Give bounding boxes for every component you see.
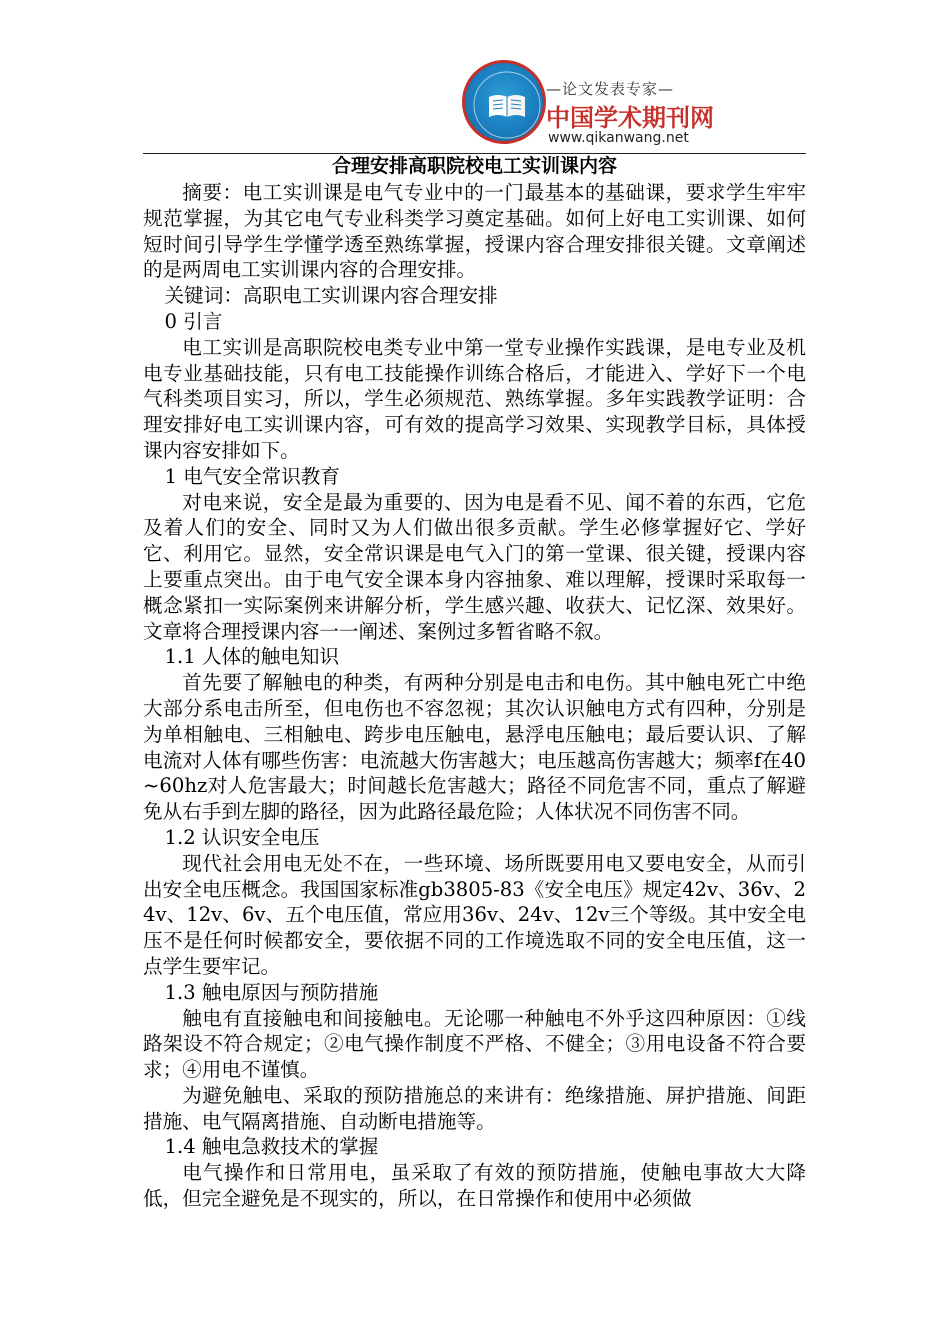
section-heading-1-1: 1.1 人体的触电知识: [164, 645, 340, 669]
logo-tagline: —论文发表专家—: [546, 80, 675, 98]
logo-emblem: [462, 60, 546, 144]
logo-name: 中国学术期刊网: [546, 104, 714, 132]
section-heading-1-3: 1.3 触电原因与预防措施: [164, 980, 379, 1004]
section-1-1-paragraph-1: 首先要了解触电的种类，有两种分别是电击和电伤。其中触电死亡中绝大部分系电击所至，但电伤也不容忽视；其次认识触电方式有四种，分别是为单相触电、三相触电、跨步电压触电，悬浮电压触电；最后要认识、了解电流对人体有哪些伤害：电流越大伤害越大；电压越高伤害越大；频率f在40~60hz对人危害最大；时间越长危害越大；路径不同危害不同，重点了解避免从右手到左脚的路径，因为此路径最危险；人体状况不同伤害不同。: [143, 671, 806, 824]
abstract-paragraph: 摘要：电工实训课是电气专业中的一门最基本的基础课，要求学生牢牢规范掌握，为其它电气专业科类学习奠定基础。如何上好电工实训课、如何短时间引导学生学懂学透至熟练掌握，授课内容合理安排很关键。文章阐述的是两周电工实训课内容的合理安排。: [143, 181, 806, 282]
section-1-3-paragraph-1: 触电有直接触电和间接触电。无论哪一种触电不外乎这四种原因：①线路架设不符合规定；②电气操作制度不严格、不健全；③用电设备不符合要求；④用电不谨慎。: [143, 1006, 806, 1082]
open-book-icon: [487, 91, 527, 119]
page-header: [0, 0, 950, 150]
section-1-paragraph-1: 对电来说，安全是最为重要的、因为电是看不见、闻不着的东西，它危及着人们的安全、同时又为人们做出很多贡献。学生必修掌握好它、学好它、利用它。显然，安全常识课是电气入门的第一堂课、很关键，授课内容上要重点突出。由于电气安全课本身内容抽象、难以理解，授课时采取每一概念紧扣一实际案例来讲解分析，学生感兴趣、收获大、记忆深、效果好。文章将合理授课内容一一阐述、案例过多暂省略不叙。: [143, 490, 806, 643]
keywords-line: 关键词：高职电工实训课内容合理安排: [164, 284, 498, 308]
section-heading-0: 0 引言: [164, 309, 223, 333]
section-0-paragraph-1: 电工实训是高职院校电类专业中第一堂专业操作实践课，是电专业及机电专业基础技能，只有电工技能操作训练合格后，才能进入、学好下一个电气科类项目实习，所以，学生必须规范、熟练掌握。多年实践教学证明：合理安排好电工实训课内容，可有效的提高学习效果、实现教学目标，具体授课内容安排如下。: [143, 335, 806, 462]
article-body: [143, 152, 806, 1212]
section-1-3-paragraph-2: 为避免触电、采取的预防措施总的来讲有：绝缘措施、屏护措施、间距措施、电气隔离措施、自动断电措施等。: [143, 1083, 806, 1133]
section-1-4-paragraph-1: 电气操作和日常用电，虽采取了有效的预防措施，使触电事故大大降低，但完全避免是不现实的，所以，在日常操作和使用中必须做: [143, 1161, 806, 1211]
article-title: 合理安排高职院校电工实训课内容: [331, 155, 617, 177]
section-heading-1-4: 1.4 触电急救技术的掌握: [164, 1135, 379, 1159]
section-heading-1: 1 电气安全常识教育: [164, 464, 340, 488]
section-heading-1-2: 1.2 认识安全电压: [164, 825, 320, 849]
section-1-2-paragraph-1: 现代社会用电无处不在，一些环境、场所既要用电又要电安全，从而引出安全电压概念。我国国家标准gb3805-83《安全电压》规定42v、36v、24v、12v、6v、五个电压值，常应用36v、24v、12v三个等级。其中安全电压不是任何时候都安全，要依据不同的工作境选取不同的安全电压值，这一点学生要牢记。: [143, 851, 806, 978]
logo-url[interactable]: www.qikanwang.net: [548, 130, 689, 146]
